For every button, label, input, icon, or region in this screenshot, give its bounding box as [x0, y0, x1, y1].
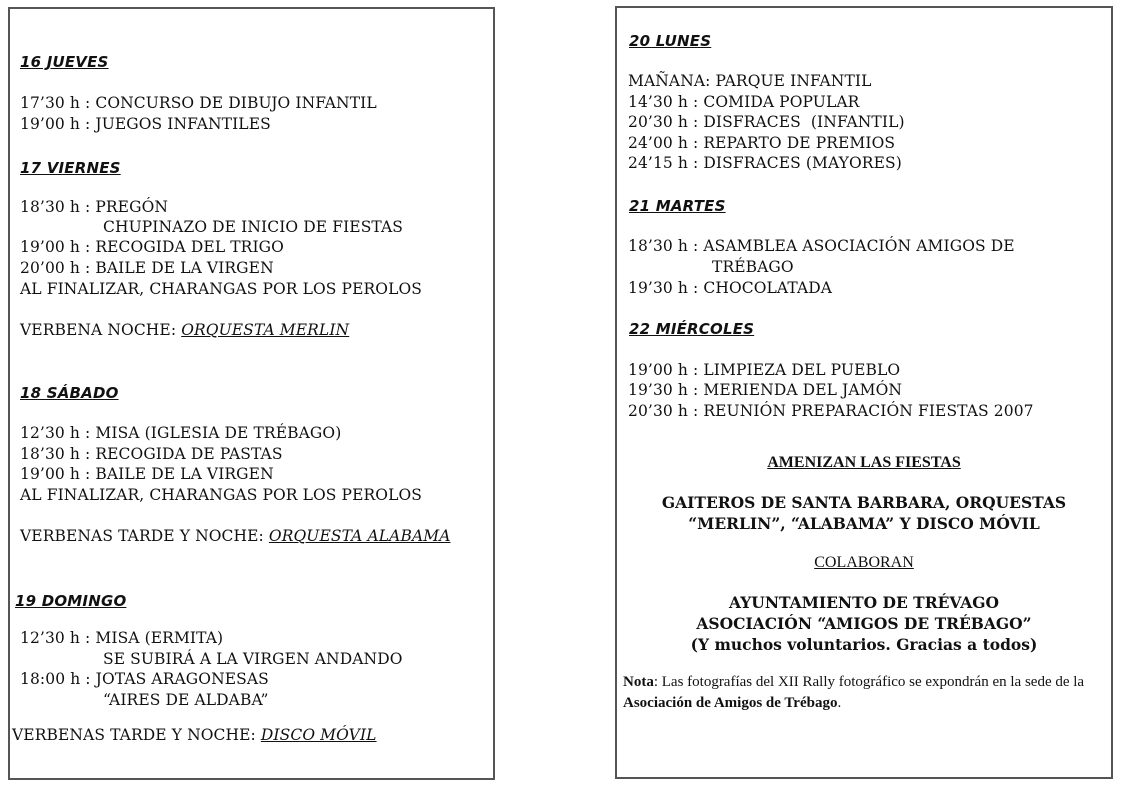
day-heading-21: 21 MARTES — [629, 197, 726, 215]
schedule-line — [628, 360, 900, 381]
activity: PREGÓN — [95, 198, 169, 216]
right-program-panel — [615, 6, 1113, 779]
time: 12’30 h : — [20, 424, 91, 442]
activity: MERIENDA DEL JAMÓN — [703, 381, 903, 399]
amenizan-heading: AMENIZAN LAS FIESTAS — [767, 454, 961, 471]
colaboran-line: ASOCIACIÓN “AMIGOS DE TRÉBAGO” — [696, 614, 1032, 633]
time: 20’00 h : — [20, 259, 91, 277]
activity: REUNIÓN PREPARACIÓN FIESTAS 2007 — [703, 402, 1034, 420]
colaboran-heading: COLABORAN — [814, 554, 914, 571]
schedule-line — [628, 133, 895, 154]
schedule-line — [20, 444, 283, 465]
verbena-line — [20, 526, 451, 547]
time: 24’00 h : — [628, 134, 699, 152]
day-heading-20: 20 LUNES — [629, 32, 712, 50]
schedule-line: MAÑANA: PARQUE INFANTIL — [628, 72, 872, 90]
verbena-band: ORQUESTA MERLIN — [181, 321, 350, 339]
activity: COMIDA POPULAR — [703, 93, 860, 111]
verbena-label: VERBENAS TARDE Y NOCHE: — [12, 726, 256, 744]
time: 18’30 h : — [20, 445, 91, 463]
activity: CONCURSO DE DIBUJO INFANTIL — [95, 94, 377, 112]
time: 12’30 h : — [20, 629, 91, 647]
activity: MISA (IGLESIA DE TRÉBAGO) — [95, 424, 342, 442]
schedule-line: TRÉBAGO — [712, 258, 794, 276]
activity: DISFRACES (INFANTIL) — [703, 113, 905, 131]
amenizan-line: GAITEROS DE SANTA BARBARA, ORQUESTAS — [661, 493, 1067, 512]
verbena-line — [20, 320, 349, 341]
time: 14’30 h : — [628, 93, 699, 111]
nota-association: Asociación de Amigos de Trébago — [623, 695, 838, 711]
activity: LIMPIEZA DEL PUEBLO — [703, 361, 901, 379]
activity: JOTAS ARAGONESAS — [95, 670, 269, 688]
time: 19’00 h : — [20, 115, 91, 133]
colaboran-line: AYUNTAMIENTO DE TRÉVAGO — [728, 593, 999, 612]
time: 19’00 h : — [20, 465, 91, 483]
schedule-line — [628, 92, 859, 113]
time: 18:00 h : — [20, 670, 91, 688]
schedule-line — [628, 380, 902, 401]
activity: MISA (ERMITA) — [95, 629, 224, 647]
verbena-label: VERBENAS TARDE Y NOCHE: — [20, 527, 264, 545]
schedule-line — [20, 464, 274, 485]
schedule-line — [20, 114, 271, 135]
nota-label: Nota — [623, 674, 654, 690]
time: 19’30 h : — [628, 381, 699, 399]
schedule-line — [20, 628, 223, 649]
schedule-line: AL FINALIZAR, CHARANGAS POR LOS PEROLOS — [20, 486, 422, 504]
verbena-band: DISCO MÓVIL — [260, 726, 377, 744]
left-program-panel — [8, 7, 495, 780]
nota-paragraph — [623, 672, 1113, 714]
schedule-line — [628, 112, 905, 133]
verbena-label: VERBENA NOCHE: — [20, 321, 177, 339]
amenizan-line: “MERLIN”, “ALABAMA” Y DISCO MÓVIL — [688, 514, 1040, 533]
activity: JUEGOS INFANTILES — [95, 115, 271, 133]
time: 24’15 h : — [628, 154, 699, 172]
activity: CHOCOLATADA — [703, 279, 833, 297]
activity: REPARTO DE PREMIOS — [703, 134, 896, 152]
schedule-line — [628, 278, 832, 299]
time: 19’00 h : — [628, 361, 699, 379]
activity: BAILE DE LA VIRGEN — [95, 259, 274, 277]
activity: ASAMBLEA ASOCIACIÓN AMIGOS DE — [703, 237, 1015, 255]
time: 20’30 h : — [628, 113, 699, 131]
verbena-band: ORQUESTA ALABAMA — [268, 527, 451, 545]
schedule-line — [20, 423, 341, 444]
schedule-line — [20, 197, 168, 218]
time: 20’30 h : — [628, 402, 699, 420]
activity: RECOGIDA DE PASTAS — [95, 445, 283, 463]
day-heading-19: 19 DOMINGO — [15, 592, 127, 610]
day-heading-17: 17 VIERNES — [20, 159, 121, 177]
time: 18’30 h : — [628, 237, 699, 255]
schedule-line — [628, 401, 1034, 422]
schedule-line: “AIRES DE ALDABA” — [103, 691, 269, 709]
time: 19’30 h : — [628, 279, 699, 297]
verbena-line — [12, 725, 377, 746]
schedule-line — [20, 237, 284, 258]
time: 18’30 h : — [20, 198, 91, 216]
schedule-line: CHUPINAZO DE INICIO DE FIESTAS — [103, 218, 404, 236]
time: 19’00 h : — [20, 238, 91, 256]
schedule-line — [20, 669, 269, 690]
day-heading-18: 18 SÁBADO — [20, 384, 119, 402]
schedule-line — [628, 153, 902, 174]
schedule-line: SE SUBIRÁ A LA VIRGEN ANDANDO — [103, 650, 403, 668]
schedule-line — [20, 258, 274, 279]
schedule-line — [628, 236, 1015, 257]
activity: DISFRACES (MAYORES) — [703, 154, 902, 172]
schedule-line — [20, 93, 377, 114]
schedule-line: AL FINALIZAR, CHARANGAS POR LOS PEROLOS — [20, 280, 422, 298]
day-heading-22: 22 MIÉRCOLES — [629, 320, 755, 338]
colaboran-line: (Y muchos voluntarios. Gracias a todos) — [690, 635, 1038, 654]
activity: RECOGIDA DEL TRIGO — [95, 238, 284, 256]
nota-text: : Las fotografías del XII Rally fotográfico se expondrán en la sede de la — [653, 674, 1085, 690]
nota-end: . — [837, 695, 842, 711]
activity: BAILE DE LA VIRGEN — [95, 465, 274, 483]
time: 17’30 h : — [20, 94, 91, 112]
day-heading-16: 16 JUEVES — [20, 53, 109, 71]
